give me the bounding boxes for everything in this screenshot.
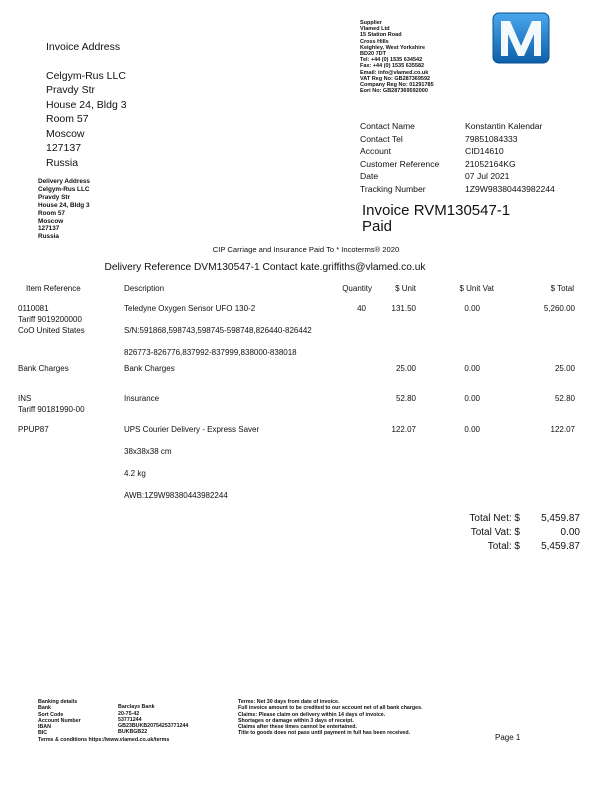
header-item-reference: Item Reference [26,284,81,293]
total-value: 0.00 [560,527,580,538]
delivery-address [38,178,90,241]
delivery-reference: Delivery Reference DVM130547-1 Contact kate.griffiths@vlamed.co.uk [104,262,426,273]
total-row [440,512,580,526]
page-number: Page 1 [495,733,521,742]
invoice-address [46,40,127,170]
cell-unit-vat: 0.00 [464,364,480,373]
cell-description [124,424,344,501]
delivery-address-line: 127137 [38,225,60,233]
invoice-address-line: 127137 [46,142,82,154]
cell-item-reference [18,424,118,435]
detail-value: CID14610 [465,146,504,157]
detail-row [360,183,555,196]
header-total: $ Total [550,284,574,293]
total-value: 5,459.87 [541,541,580,552]
total-label: Total: $ [487,541,520,552]
banking-label: Bank [38,705,51,712]
supplier-line: Tel: +44 (0) 1535 634542 [360,57,423,64]
cell-item-reference-line: Tariff 9019200000 [18,315,82,324]
cell-item-reference-line: Tariff 90181990-00 [18,405,85,414]
cell-total: 25.00 [554,364,575,373]
detail-label: Account [360,146,392,157]
banking-value: GB23BUKB20754253771244 [118,723,189,730]
invoice-address-line: House 24, Bldg 3 [46,98,127,111]
supplier-line: 15 Station Road [360,32,402,39]
invoice-address-heading: Invoice Address [46,41,121,53]
invoice-address-line: Pravdy Str [46,84,96,96]
detail-label: Date [360,171,379,182]
delivery-address-line: Delivery Address [38,178,90,185]
cell-description-line [124,457,344,468]
cell-description [124,303,344,358]
terms [238,699,423,737]
banking-value: 53771244 [118,716,142,723]
cell-item-reference [18,363,118,374]
terms-line: Shortages or damage within 3 days of receipt. [238,717,354,724]
cell-item-reference-line: 0110081 [18,304,49,313]
banking-value: Barclays Bank [118,704,155,711]
cell-description-line [124,336,344,347]
cell-description-line: Bank Charges [124,364,175,373]
total-label: Total Vat: $ [470,527,520,538]
cell-total: 52.80 [554,394,575,403]
banking-values [118,699,188,741]
invoice-address-line: Russia [46,156,79,169]
terms-line: Full invoice amount to be credited to our account net of all bank charges. [238,705,423,712]
banking-label: Terms & conditions https://www.vlamed.co.uk/terms [38,736,170,743]
company-logo [492,12,550,64]
delivery-address-line: Celgym-Rus LLC [38,185,90,193]
totals [440,512,580,554]
total-value: 5,459.87 [541,513,580,524]
invoice-details [360,120,555,196]
detail-value: 1Z9W98380443982244 [465,183,555,194]
cell-item-reference-line: INS [18,394,32,403]
cell-total: 5,260.00 [543,304,575,313]
cell-description [124,393,344,404]
terms-line: Title to goods does not pass until payment in full has been received. [238,730,411,737]
banking-value: BUKBGB22 [118,729,148,736]
invoice-address-line: Room 57 [46,113,89,125]
detail-row [360,170,555,183]
cell-description-line: Teledyne Oxygen Sensor UFO 130-2 [124,304,256,313]
cell-description [124,363,344,374]
cell-description-line: S/N:591868,598743,598745-598748,826440-826442 [124,326,312,335]
invoice-number: Invoice RVM130547-1 [362,202,511,219]
banking-label: Sort Code [38,711,64,718]
header-description: Description [124,284,165,293]
supplier-line: Email: info@vlamed.co.uk [360,69,429,76]
payment-status: Paid [362,218,393,235]
header-unit: $ Unit [395,284,416,293]
delivery-address-line: House 24, Bldg 3 [38,201,90,209]
banking-label: Banking details [38,699,78,705]
supplier-line: VAT Reg No: GB287369592 [360,75,431,82]
supplier-line: Supplier [360,20,383,26]
invoice-address-line: Celgym-Rus LLC [46,69,126,82]
total-row [440,540,580,554]
banking-label: BIC [38,730,48,737]
banking-label: IBAN [38,724,51,731]
detail-value: Konstantin Kalendar [465,121,543,131]
banking-value [118,736,188,741]
cell-total: 122.07 [550,425,575,434]
total-label: Total Net: $ [469,513,520,524]
header-quantity: Quantity [342,284,372,293]
cell-unit-vat: 0.00 [464,304,480,313]
delivery-address-line: Russia [38,233,59,241]
cell-unit-vat: 0.00 [464,425,480,434]
supplier-line: BD20 7DT [360,51,386,58]
cell-unit: 122.07 [391,425,416,434]
delivery-address-line: Room 57 [38,209,65,217]
cell-item-reference-line: CoO United States [18,326,85,335]
cell-item-reference [18,393,118,415]
cell-unit: 25.00 [395,364,416,373]
cell-item-reference-line: Bank Charges [18,364,69,373]
supplier-line: Keighley, West Yorkshire [360,44,426,51]
detail-row [360,158,555,171]
detail-value: 07 Jul 2021 [465,171,510,182]
cell-item-reference [18,303,118,336]
cell-unit: 52.80 [395,394,416,403]
cell-description-line: Insurance [124,394,160,403]
banking-value: 20-75-42 [118,710,140,717]
cell-description-line: UPS Courier Delivery - Express Saver [124,425,260,434]
delivery-address-line: Moscow [38,217,64,225]
terms-line: Terms: Net 30 days from date of invoice. [238,699,340,705]
cell-quantity: 40 [357,304,366,313]
total-row [440,526,580,540]
detail-row [360,145,555,158]
cell-unit-vat: 0.00 [464,394,480,403]
supplier-line: Eori No: GB287369592000 [360,88,428,95]
cell-description-line: 826773-826776,837992-837999,838000-838018 [124,348,297,357]
supplier-line: Vlamed Ltd [360,26,390,33]
detail-label: Contact Name [360,121,415,131]
cell-description-line [124,435,344,446]
cell-item-reference-line: PPUP87 [18,425,49,434]
invoice-title-block [362,203,510,235]
detail-value: 21052164KG [465,158,516,169]
delivery-address-line: Pravdy Str [38,193,70,201]
supplier-details [360,20,480,94]
terms-line: Claims after these times cannot be entertained. [238,724,357,731]
cell-description-line: 38x38x38 cm [124,447,172,456]
header-unit-vat: $ Unit Vat [459,284,494,293]
detail-label: Contact Tel [360,133,403,144]
cell-description-line [124,314,344,325]
cell-description-line [124,479,344,490]
cell-unit: 131.50 [391,304,416,313]
detail-label: Tracking Number [360,183,426,194]
banking-label: Account Number [38,717,81,724]
cell-description-line: AWB:1Z9W98380443982244 [124,491,228,500]
detail-value: 79851084333 [465,133,518,144]
detail-label: Customer Reference [360,158,440,169]
terms-line: Claims: Please claim on delivery within 14 days of invoice. [238,711,386,718]
supplier-line: Fax: +44 (0) 1535 635582 [360,63,425,70]
supplier-line: Company Reg No: 01291785 [360,82,434,89]
invoice-address-line: Moscow [46,127,85,140]
supplier-line: Cross Hills [360,38,389,45]
cell-description-line: 4.2 kg [124,469,146,478]
detail-row [360,120,555,133]
detail-row [360,133,555,146]
incoterms-note: CIP Carriage and Insurance Paid To * Incoterms® 2020 [212,245,400,254]
